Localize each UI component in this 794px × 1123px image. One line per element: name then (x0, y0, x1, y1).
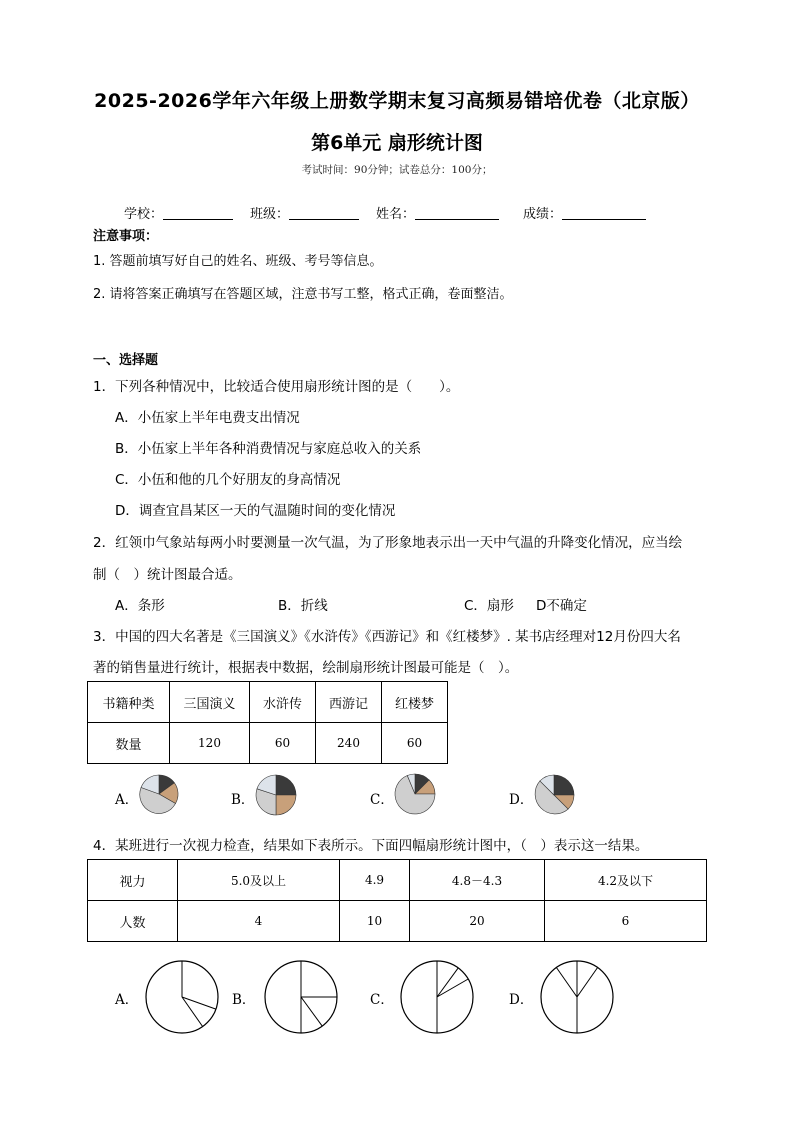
q4-choice-c-label: C． (370, 992, 394, 1008)
school-label: 学校： (124, 207, 164, 222)
q3-choice-d-label: D． (509, 792, 534, 808)
q3-choice-a-pie[interactable] (138, 773, 180, 815)
q3-cell: 红楼梦 (382, 682, 448, 723)
q3-cell: 水浒传 (250, 682, 316, 723)
q3-table-data-row (88, 723, 448, 764)
notice-item-1: 1. 答题前填写好自己的姓名、班级、考号等信息。 (93, 254, 383, 269)
score-blank[interactable] (562, 206, 646, 220)
q4-choice-a-label: A． (115, 992, 139, 1008)
q1-option-a: A．小伍家上半年电费支出情况 (115, 410, 300, 426)
name-field (376, 203, 499, 222)
q4-cell: 20 (410, 901, 545, 942)
q4-cell: 6 (545, 901, 707, 942)
q4-choice-a-pie[interactable] (143, 958, 221, 1036)
q4-table (87, 859, 707, 942)
class-blank[interactable] (289, 206, 359, 220)
q2-option-a: A．条形 (115, 598, 165, 614)
q3-choice-b-label: B． (231, 792, 255, 808)
name-label: 姓名： (376, 207, 416, 222)
q3-cell: 120 (170, 723, 250, 764)
q1-stem: 1．下列各种情况中，比较适合使用扇形统计图的是（ ）。 (93, 379, 460, 395)
paper-title: 2025-2026学年六年级上册数学期末复习高频易错培优卷（北京版） (94, 90, 700, 112)
q4-choice-c-pie[interactable] (398, 958, 476, 1036)
q4-cell: 4 (178, 901, 340, 942)
score-field (523, 203, 646, 222)
q4-stem: 4．某班进行一次视力检查，结果如下表所示。下面四幅扇形统计图中，（ ）表示这一结果。 (93, 838, 649, 854)
q3-choice-b-pie[interactable] (254, 773, 298, 817)
q2-option-b: B．折线 (278, 598, 328, 614)
q3-cell: 240 (316, 723, 382, 764)
q3-choice-d-pie[interactable] (532, 773, 576, 817)
q3-cell: 60 (382, 723, 448, 764)
q4-cell: 人数 (88, 901, 178, 942)
q3-cell: 西游记 (316, 682, 382, 723)
q4-choice-b-label: B． (232, 992, 256, 1008)
exam-info: 考试时间：90分钟；试卷总分：100分； (301, 164, 493, 176)
q2-stem-line2: 制（ ）统计图最合适。 (93, 567, 242, 583)
q1-option-c: C．小伍和他的几个好朋友的身高情况 (115, 472, 341, 488)
name-blank[interactable] (415, 206, 499, 220)
pie-slice (276, 795, 296, 815)
class-field (250, 203, 359, 222)
school-field (124, 203, 233, 222)
pie-slice (554, 775, 574, 795)
score-label: 成绩： (523, 207, 563, 222)
q2-stem-line1: 2．红领巾气象站每两小时要测量一次气温，为了形象地表示出一天中气温的升降变化情况，应当绘 (93, 535, 683, 551)
q4-choice-b-pie[interactable] (262, 958, 340, 1036)
q3-stem-line1: 3．中国的四大名著是《三国演义》《水浒传》《西游记》和《红楼梦》. 某书店经理对12月份四大名 (93, 629, 681, 645)
section-heading: 一、选择题 (93, 353, 159, 368)
class-label: 班级： (250, 207, 290, 222)
q3-choice-c-label: C． (370, 792, 394, 808)
q3-cell: 60 (250, 723, 316, 764)
q1-option-d: D．调查宜昌某区一天的气温随时间的变化情况 (115, 503, 396, 519)
q2-option-c: C．扇形 (464, 598, 514, 614)
q4-cell: 4.2及以下 (545, 860, 707, 901)
q4-cell: 4.8－4.3 (410, 860, 545, 901)
q3-cell: 三国演义 (170, 682, 250, 723)
q4-table-data-row (88, 901, 707, 942)
q3-cell: 书籍种类 (88, 682, 170, 723)
q3-table (87, 681, 448, 764)
q4-choice-d-label: D． (509, 992, 534, 1008)
q4-cell: 10 (340, 901, 410, 942)
school-blank[interactable] (163, 206, 233, 220)
q3-choice-a-label: A． (115, 792, 139, 808)
q4-table-header-row (88, 860, 707, 901)
q3-table-header-row (88, 682, 448, 723)
q4-choice-d-pie[interactable] (538, 958, 616, 1036)
q4-cell: 视力 (88, 860, 178, 901)
q3-choice-c-pie[interactable] (393, 772, 437, 816)
q4-cell: 4.9 (340, 860, 410, 901)
pie-slice (276, 775, 296, 795)
unit-title: 第6单元 扇形统计图 (311, 132, 483, 154)
q2-option-d: D不确定 (536, 598, 587, 614)
q1-option-b: B．小伍家上半年各种消费情况与家庭总收入的关系 (115, 441, 422, 457)
notice-item-2: 2. 请将答案正确填写在答题区域，注意书写工整，格式正确，卷面整洁。 (93, 287, 513, 302)
q3-cell: 数量 (88, 723, 170, 764)
notice-heading: 注意事项： (93, 229, 159, 244)
q4-cell: 5.0及以上 (178, 860, 340, 901)
q3-stem-line2: 著的销售量进行统计，根据表中数据，绘制扇形统计图最可能是（ ）。 (93, 660, 519, 676)
